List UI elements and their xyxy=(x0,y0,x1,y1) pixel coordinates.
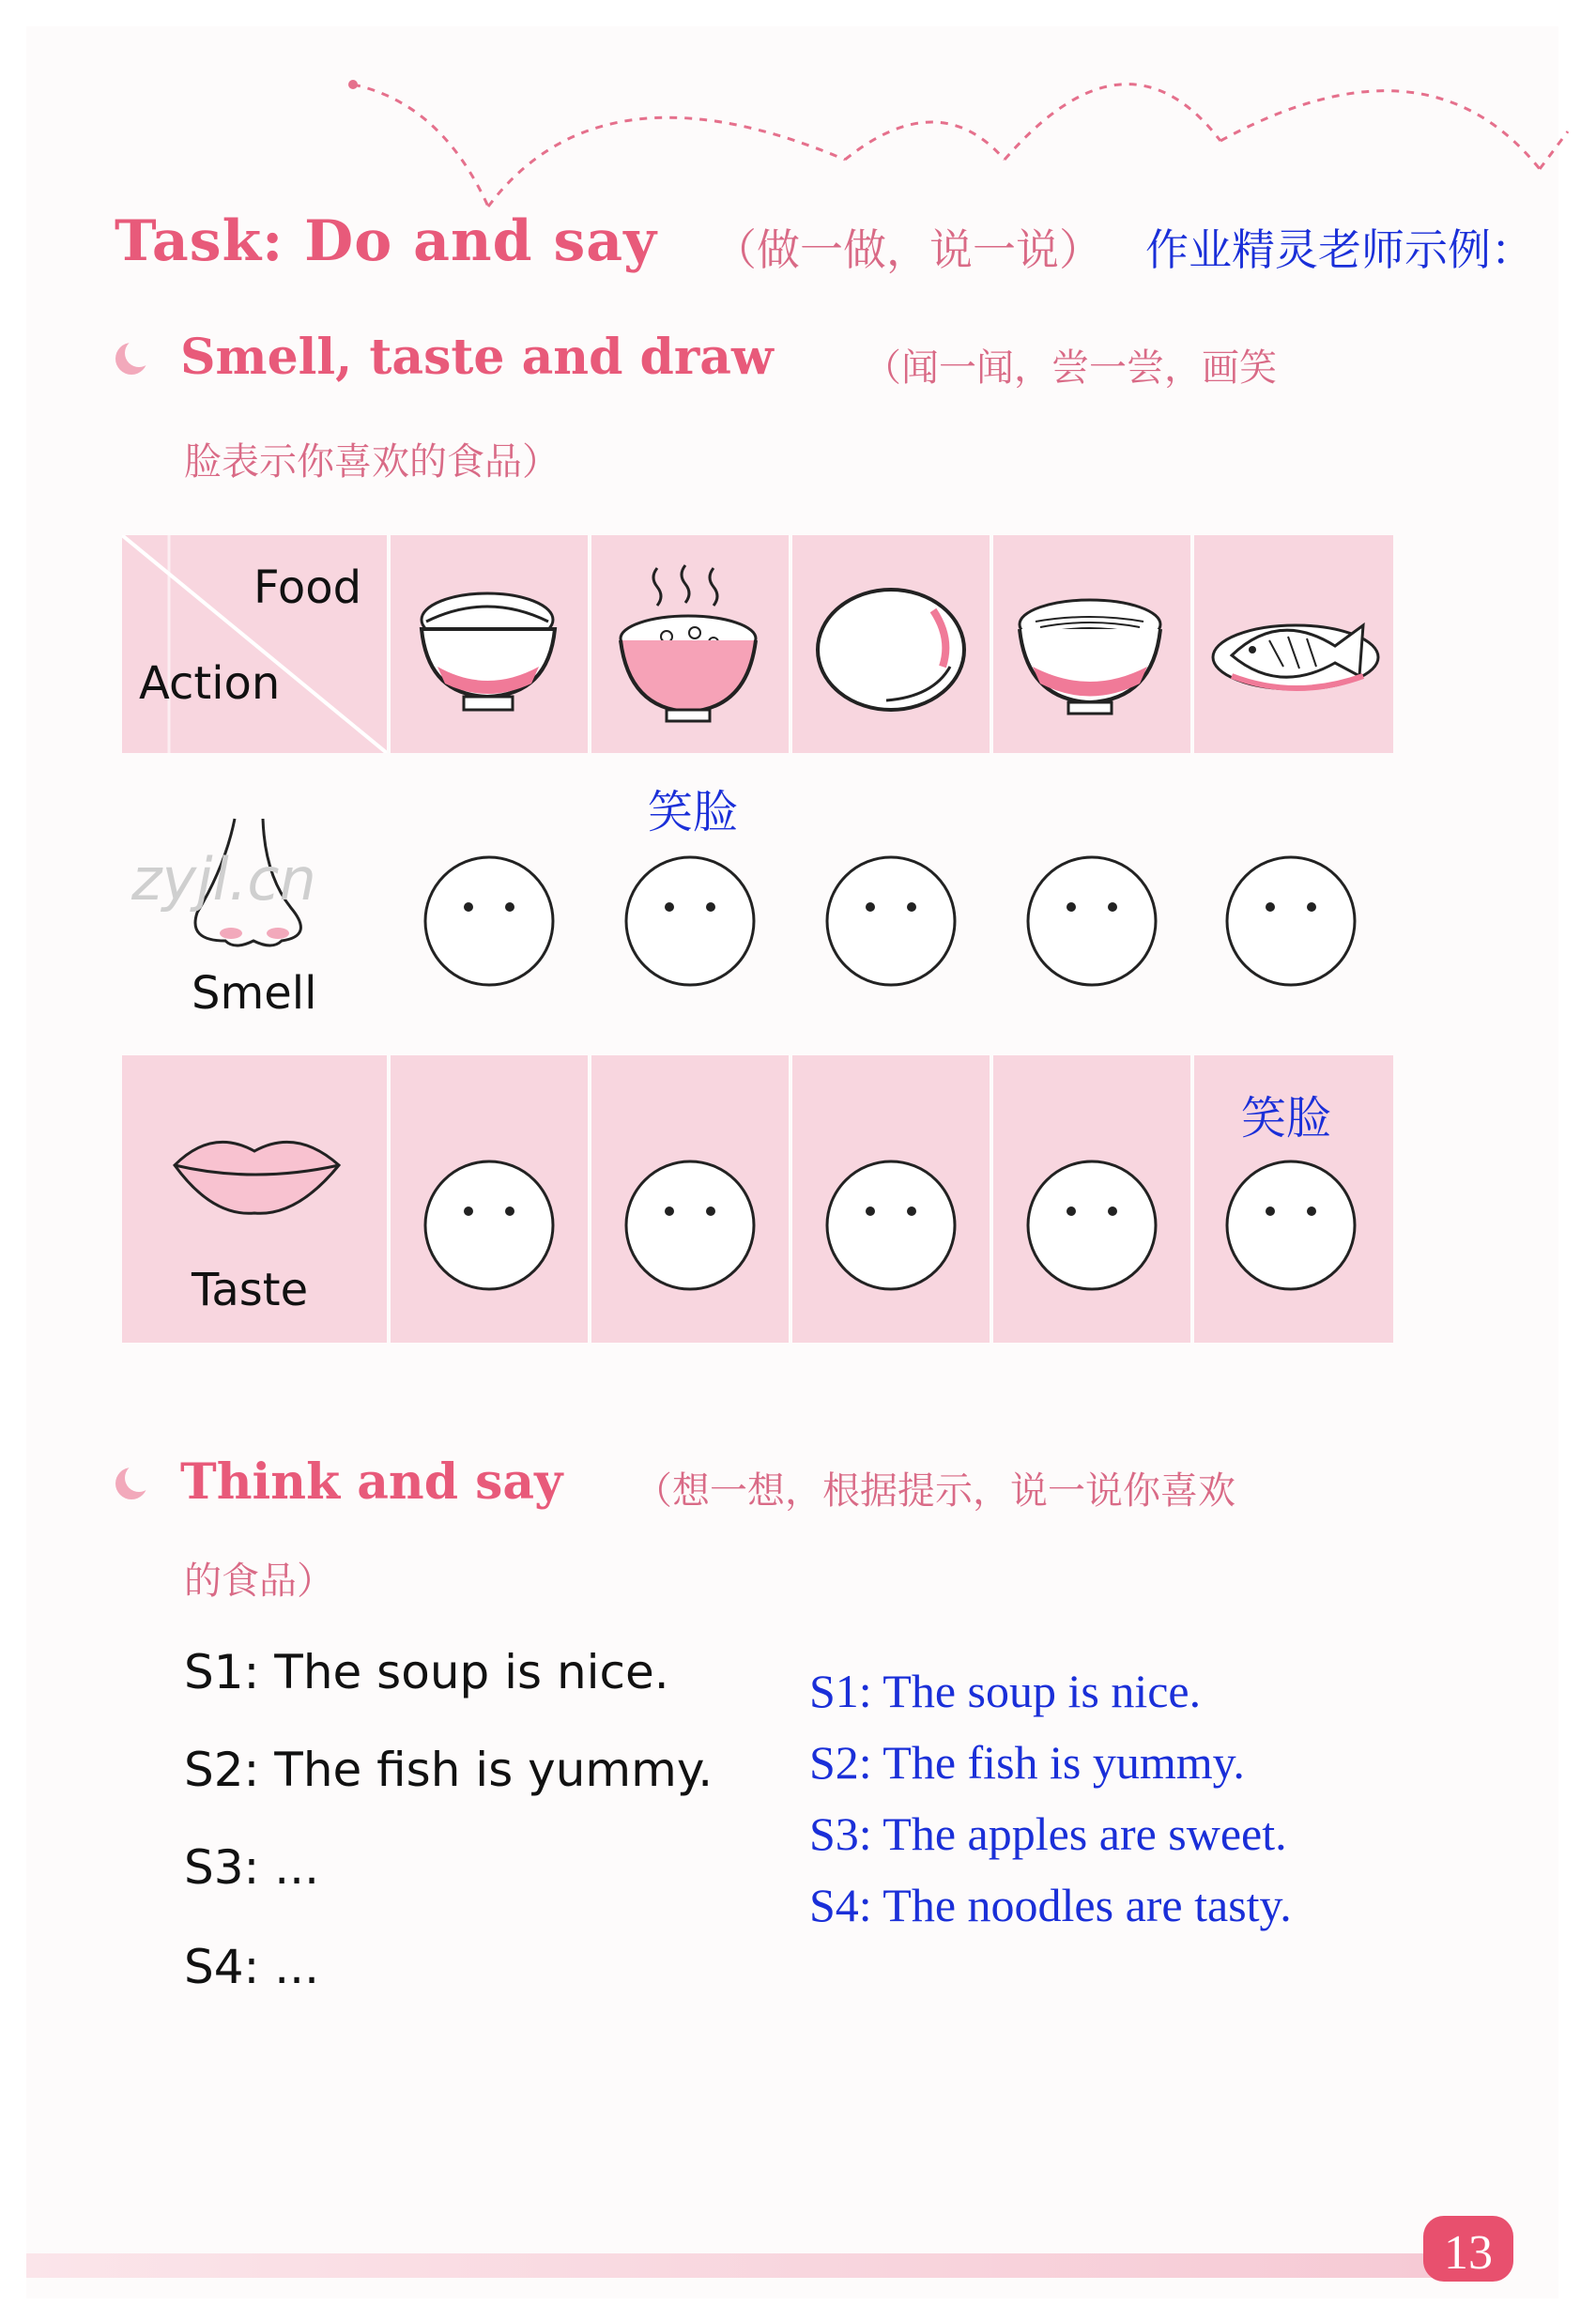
food-cell-fish xyxy=(1194,535,1393,753)
dialog-line-s2: S2: The fish is yummy. xyxy=(184,1743,714,1797)
taste-smile-note: 笑脸 xyxy=(1241,1092,1332,1145)
dialog-line-s4: S4: ... xyxy=(184,1940,319,1994)
smiley-face-taste-4[interactable] xyxy=(1021,1155,1162,1296)
moon-bullet-icon xyxy=(113,340,150,377)
section1-cn-line2: 脸表示你喜欢的食品） xyxy=(184,440,560,484)
fish-icon xyxy=(1194,535,1393,753)
section1-cn-line1: （闻一闻，尝一尝，画笑 xyxy=(864,346,1277,390)
smiley-face-smell-2[interactable] xyxy=(620,851,760,991)
section2-cn-line1: （想一想，根据提示，说一说你喜欢 xyxy=(635,1469,1235,1513)
row-label-taste: Taste xyxy=(192,1264,309,1316)
smiley-face-smell-3[interactable] xyxy=(821,851,961,991)
answer-s3: S3: The apples are sweet. xyxy=(809,1807,1287,1860)
answer-s1: S1: The soup is nice. xyxy=(809,1665,1202,1717)
answer-s2: S2: The fish is yummy. xyxy=(809,1736,1245,1789)
page-number: 13 xyxy=(1444,2226,1493,2280)
watermark: zyjl.cn xyxy=(131,845,316,914)
lips-icon xyxy=(165,1123,353,1226)
decorative-dashed-arcs xyxy=(0,0,1596,244)
smiley-face-smell-5[interactable] xyxy=(1220,851,1361,991)
egg-icon xyxy=(792,535,990,753)
row-label-smell: Smell xyxy=(192,967,317,1020)
rice-icon xyxy=(391,535,588,753)
food-cell-egg xyxy=(792,535,990,753)
food-cell-rice xyxy=(391,535,588,753)
noodles-icon xyxy=(993,535,1190,753)
task-title-cn: （做一做，说一说） xyxy=(714,224,1102,275)
smell-smile-note: 笑脸 xyxy=(648,786,739,838)
smiley-face-taste-3[interactable] xyxy=(821,1155,961,1296)
section2-cn-line2: 的食品） xyxy=(184,1560,334,1603)
smiley-face-taste-2[interactable] xyxy=(620,1155,760,1296)
moon-bullet-icon xyxy=(113,1465,150,1502)
bottom-decorative-band xyxy=(26,2253,1491,2278)
answer-s4: S4: The noodles are tasty. xyxy=(809,1879,1292,1931)
dialog-line-s3: S3: ... xyxy=(184,1840,319,1895)
smiley-face-smell-1[interactable] xyxy=(419,851,560,991)
dialog-line-s1: S1: The soup is nice. xyxy=(184,1645,669,1699)
smiley-face-smell-4[interactable] xyxy=(1021,851,1162,991)
food-cell-soup xyxy=(591,535,789,753)
smiley-face-taste-5[interactable] xyxy=(1220,1155,1361,1296)
header-action-label: Action xyxy=(139,657,281,710)
food-cell-noodles xyxy=(993,535,1190,753)
teacher-note: 作业精灵老师示例： xyxy=(1145,224,1534,275)
section1-title: Smell, taste and draw xyxy=(180,329,774,386)
header-food-label: Food xyxy=(253,561,362,614)
section2-title: Think and say xyxy=(180,1453,563,1511)
task-title: Task: Do and say xyxy=(115,208,657,274)
soup-icon xyxy=(591,535,789,753)
smiley-face-taste-1[interactable] xyxy=(419,1155,560,1296)
